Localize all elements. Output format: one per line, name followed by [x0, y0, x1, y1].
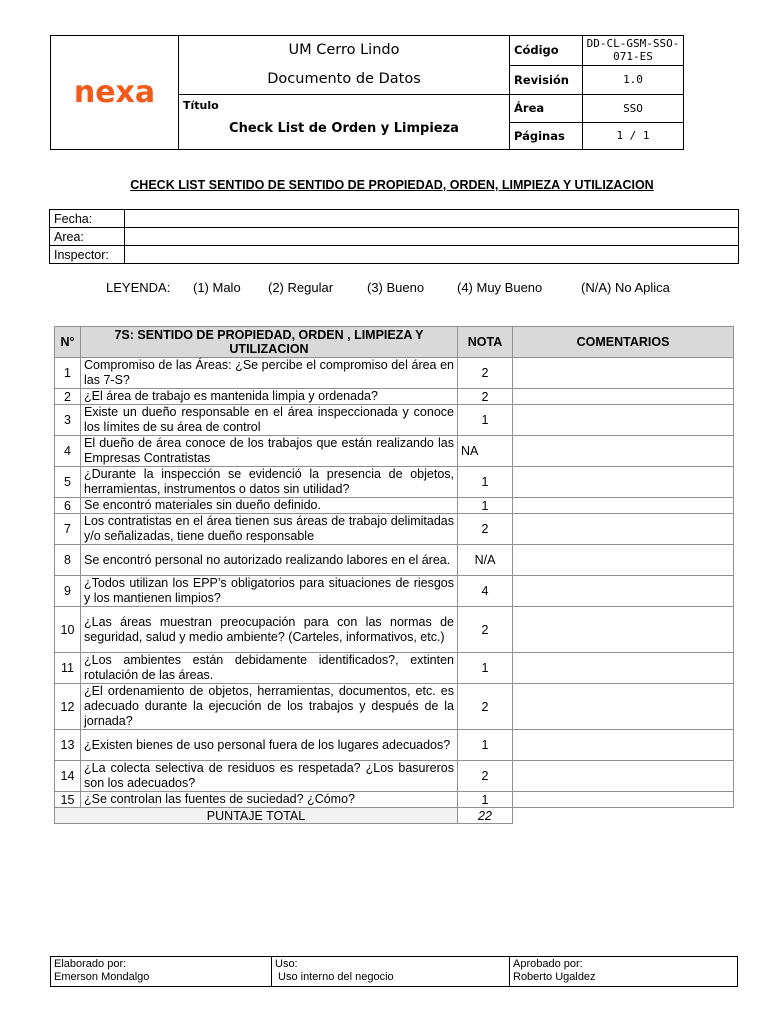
- row-number: 10: [55, 607, 81, 653]
- row-number: 15: [55, 792, 81, 808]
- row-number: 9: [55, 576, 81, 607]
- row-number: 5: [55, 467, 81, 498]
- row-number: 14: [55, 761, 81, 792]
- row-question: ¿Los ambientes están debidamente identificados?, extinten rotulación de las áreas.: [81, 653, 458, 684]
- row-question: ¿Todos utilizan los EPP’s obligatorios para situaciones de riesgos y los mantienen limpios?: [81, 576, 458, 607]
- row-question: ¿El ordenamiento de objetos, herramientas, documentos, etc. es adecuado durante la ejecución de los trabajos y después de la jornada?: [81, 684, 458, 730]
- row-question: ¿Durante la inspección se evidenció la presencia de objetos, herramientas, instrumentos o datos sin utilidad?: [81, 467, 458, 498]
- company-name: UM Cerro Lindo: [288, 42, 400, 58]
- row-number: 12: [55, 684, 81, 730]
- row-score[interactable]: 2: [458, 389, 513, 405]
- header-number: N°: [55, 327, 81, 358]
- row-score[interactable]: 1: [458, 498, 513, 514]
- row-score[interactable]: N/A: [458, 545, 513, 576]
- row-comment[interactable]: [513, 653, 734, 684]
- row-question: ¿El área de trabajo es mantenida limpia y ordenada?: [81, 389, 458, 405]
- row-score[interactable]: 4: [458, 576, 513, 607]
- title-label: Título: [183, 99, 219, 112]
- prepared-by-label: Elaborado por:: [54, 958, 127, 970]
- code-label: Código: [510, 36, 583, 66]
- revision-label: Revisión: [510, 65, 583, 95]
- table-row: [55, 436, 734, 467]
- company-cell: [179, 36, 510, 95]
- table-row: [55, 761, 734, 792]
- code-value: DD-CL-GSM-SSO-071-ES: [583, 36, 684, 66]
- row-comment[interactable]: [513, 576, 734, 607]
- total-label: PUNTAJE TOTAL: [55, 808, 458, 824]
- prepared-by-cell: [51, 957, 272, 987]
- row-question: ¿Las áreas muestran preocupación para con las normas de seguridad, salud y medio ambiente? (Carteles, informativos, etc.): [81, 607, 458, 653]
- row-question: ¿La colecta selectiva de residuos es respetada? ¿Los basureros son los adecuados?: [81, 761, 458, 792]
- pages-label: Páginas: [510, 122, 583, 150]
- row-comment[interactable]: [513, 467, 734, 498]
- legend-item: (2) Regular: [268, 280, 334, 295]
- row-question: Se encontró personal no autorizado realizando labores en el área.: [81, 545, 458, 576]
- usage-label: Uso:: [275, 958, 298, 970]
- usage-cell: [272, 957, 510, 987]
- legend-item: (3) Bueno: [367, 280, 425, 295]
- row-score[interactable]: 2: [458, 607, 513, 653]
- document-title: Check List de Orden y Limpieza: [229, 121, 459, 136]
- row-score[interactable]: NA: [458, 436, 513, 467]
- row-number: 13: [55, 730, 81, 761]
- pages-value: 1 / 1: [583, 122, 684, 150]
- row-score[interactable]: 1: [458, 467, 513, 498]
- row-number: 7: [55, 514, 81, 545]
- row-score[interactable]: 1: [458, 730, 513, 761]
- total-blank: [513, 808, 734, 824]
- row-question: ¿Se controlan las fuentes de suciedad? ¿Cómo?: [81, 792, 458, 808]
- document-type: Documento de Datos: [267, 71, 421, 87]
- nexa-logo: nexa: [73, 75, 156, 110]
- table-row: [55, 607, 734, 653]
- table-row: [55, 684, 734, 730]
- table-row: [55, 792, 734, 808]
- inspector-field[interactable]: [125, 246, 739, 264]
- row-question: El dueño de área conoce de los trabajos que están realizando las Empresas Contratistas: [81, 436, 458, 467]
- total-row: [55, 808, 734, 824]
- header-comments: COMENTARIOS: [513, 327, 734, 358]
- checklist-table: [54, 326, 734, 824]
- table-row: [55, 730, 734, 761]
- prepared-by-value: Emerson Mondalgo: [54, 971, 150, 983]
- row-comment[interactable]: [513, 545, 734, 576]
- row-comment[interactable]: [513, 405, 734, 436]
- table-row: [55, 514, 734, 545]
- table-row: [55, 653, 734, 684]
- row-question: Compromiso de las Áreas: ¿Se percibe el compromiso del área en las 7-S?: [81, 358, 458, 389]
- row-score[interactable]: 2: [458, 761, 513, 792]
- approved-by-cell: [510, 957, 738, 987]
- row-comment[interactable]: [513, 389, 734, 405]
- row-comment[interactable]: [513, 684, 734, 730]
- logo-cell: [51, 36, 179, 150]
- row-score[interactable]: 1: [458, 792, 513, 808]
- row-comment[interactable]: [513, 514, 734, 545]
- area-field[interactable]: [125, 228, 739, 246]
- row-score[interactable]: 2: [458, 358, 513, 389]
- row-question: Los contratistas en el área tienen sus áreas de trabajo delimitadas y/o señalizadas, tiene dueño responsable: [81, 514, 458, 545]
- document-header: [50, 35, 684, 150]
- inspector-label: Inspector:: [50, 246, 125, 264]
- row-score[interactable]: 2: [458, 684, 513, 730]
- area-field-label: Area:: [50, 228, 125, 246]
- row-comment[interactable]: [513, 498, 734, 514]
- table-row: [55, 467, 734, 498]
- header-question: 7S: SENTIDO DE PROPIEDAD, ORDEN , LIMPIEZA Y UTILIZACION: [81, 327, 458, 358]
- row-score[interactable]: 1: [458, 653, 513, 684]
- row-number: 1: [55, 358, 81, 389]
- row-question: ¿Existen bienes de uso personal fuera de los lugares adecuados?: [81, 730, 458, 761]
- row-score[interactable]: 2: [458, 514, 513, 545]
- usage-value: Uso interno del negocio: [275, 971, 394, 983]
- approved-by-label: Aprobado por:: [513, 958, 583, 970]
- row-comment[interactable]: [513, 730, 734, 761]
- row-number: 4: [55, 436, 81, 467]
- area-label: Área: [510, 95, 583, 123]
- date-label: Fecha:: [50, 210, 125, 228]
- total-score: 22: [458, 808, 513, 824]
- legend-item: (N/A) No Aplica: [581, 280, 670, 295]
- row-question: Existe un dueño responsable en el área inspeccionada y conoce los límites de su área de control: [81, 405, 458, 436]
- row-number: 2: [55, 389, 81, 405]
- row-comment[interactable]: [513, 792, 734, 808]
- area-value: SSO: [583, 95, 684, 123]
- legend-item: (4) Muy Bueno: [457, 280, 543, 295]
- table-row: [55, 358, 734, 389]
- approved-by-value: Roberto Ugaldez: [513, 971, 596, 983]
- header-score: NOTA: [458, 327, 513, 358]
- table-row: [55, 545, 734, 576]
- inspection-info: [49, 209, 739, 264]
- table-row: [55, 576, 734, 607]
- revision-value: 1.0: [583, 65, 684, 95]
- row-comment[interactable]: [513, 358, 734, 389]
- legend-label: LEYENDA:: [106, 280, 171, 295]
- row-comment[interactable]: [513, 607, 734, 653]
- legend-item: (1) Malo: [193, 280, 241, 295]
- approval-footer: [50, 956, 738, 987]
- row-score[interactable]: 1: [458, 405, 513, 436]
- row-number: 3: [55, 405, 81, 436]
- table-row: [55, 389, 734, 405]
- row-number: 8: [55, 545, 81, 576]
- title-cell: [179, 95, 510, 150]
- checklist-title: CHECK LIST SENTIDO DE SENTIDO DE PROPIEDAD, ORDEN, LIMPIEZA Y UTILIZACION: [130, 178, 654, 192]
- table-row: [55, 498, 734, 514]
- row-question: Se encontró materiales sin dueño definido.: [81, 498, 458, 514]
- row-comment[interactable]: [513, 761, 734, 792]
- row-number: 6: [55, 498, 81, 514]
- date-field[interactable]: [125, 210, 739, 228]
- row-number: 11: [55, 653, 81, 684]
- row-comment[interactable]: [513, 436, 734, 467]
- table-row: [55, 405, 734, 436]
